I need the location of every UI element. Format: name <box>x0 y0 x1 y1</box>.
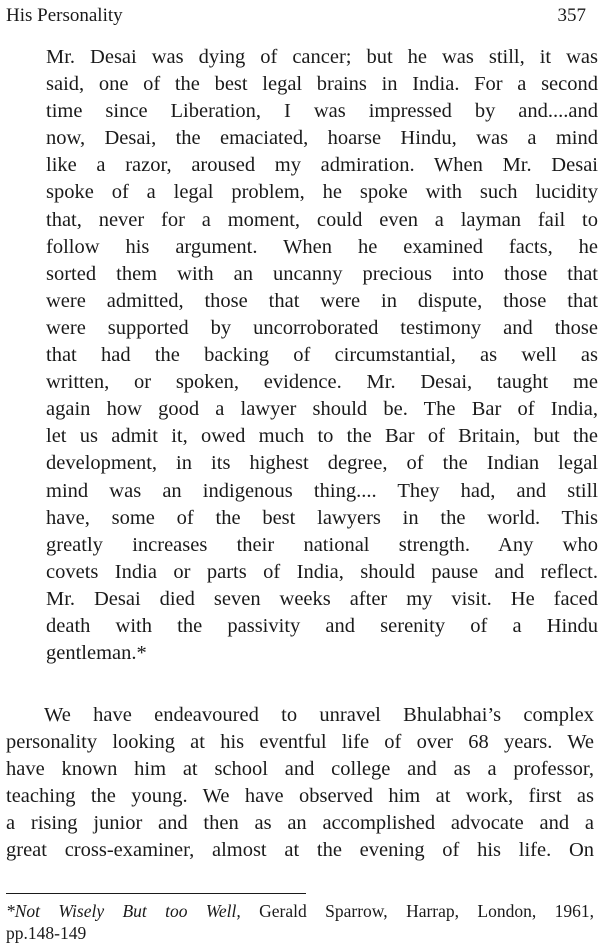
quote-line: time since Liberation, I was impressed by and....and <box>46 100 598 123</box>
paragraph-line: great cross-examiner, almost at the evening of his life. On <box>6 839 594 862</box>
footnote-line <box>6 900 594 922</box>
quote-line: written, or spoken, evidence. Mr. Desai, taught me <box>46 371 598 394</box>
quote-line: that, never for a moment, could even a layman fail to <box>46 208 598 231</box>
quote-line: were supported by uncorroborated testimony and those <box>46 316 598 339</box>
paragraph-line: teaching the young. We have observed him at work, first as <box>6 785 594 808</box>
quote-line: covets India or parts of India, should pause and reflect. <box>46 560 598 583</box>
quote-line: again how good a lawyer should be. The Bar of India, <box>46 398 598 421</box>
quote-line: said, one of the best legal brains in India. For a second <box>46 73 598 96</box>
footnote-pages: pp.148-149 <box>6 923 87 943</box>
quote-line: mind was an indigenous thing.... They had, and still <box>46 479 598 502</box>
footnote <box>6 900 594 944</box>
quote-line: Mr. Desai was dying of cancer; but he was still, it was <box>46 46 598 68</box>
body-paragraph <box>6 702 594 865</box>
paragraph-line: have known him at school and college and as a professor, <box>6 758 594 781</box>
quote-line: spoke of a legal problem, he spoke with such lucidity <box>46 181 598 204</box>
quote-line: death with the passivity and serenity of a Hindu <box>46 614 598 637</box>
paragraph-line: a rising junior and then as an accomplished advocate and a <box>6 812 594 835</box>
quote-line: now, Desai, the emaciated, hoarse Hindu, was a mind <box>46 127 598 150</box>
quote-line: gentleman.* <box>46 642 147 665</box>
quote-line: let us admit it, owed much to the Bar of Britain, but the <box>46 425 598 448</box>
block-quote <box>46 44 598 667</box>
quote-line: sorted them with an uncanny precious into those that <box>46 262 598 285</box>
quote-line: greatly increases their national strength. Any who <box>46 533 598 556</box>
chapter-title: His Personality <box>6 5 123 26</box>
quote-line: follow his argument. When he examined facts, he <box>46 235 598 258</box>
quote-line: that had the backing of circumstantial, as well as <box>46 344 598 367</box>
footnote-citation: Gerald Sparrow, Harrap, London, 1961, <box>240 901 594 921</box>
paragraph-line: personality looking at his eventful life of over 68 years. We <box>6 731 594 754</box>
paragraph-line: We have endeavoured to unravel Bhulabhai’s complex <box>44 704 594 726</box>
quote-line: were admitted, those that were in dispute, those that <box>46 289 598 312</box>
quote-line: Mr. Desai died seven weeks after my visit. He faced <box>46 587 598 610</box>
footnote-divider <box>6 893 306 894</box>
quote-line: like a razor, aroused my admiration. When Mr. Desai <box>46 154 598 177</box>
running-head <box>6 4 586 28</box>
quote-line: development, in its highest degree, of the Indian legal <box>46 452 598 475</box>
page-number: 357 <box>557 5 586 26</box>
footnote-book-title: *Not Wisely But too Well, <box>6 901 241 921</box>
quote-line: have, some of the best lawyers in the world. This <box>46 506 598 529</box>
